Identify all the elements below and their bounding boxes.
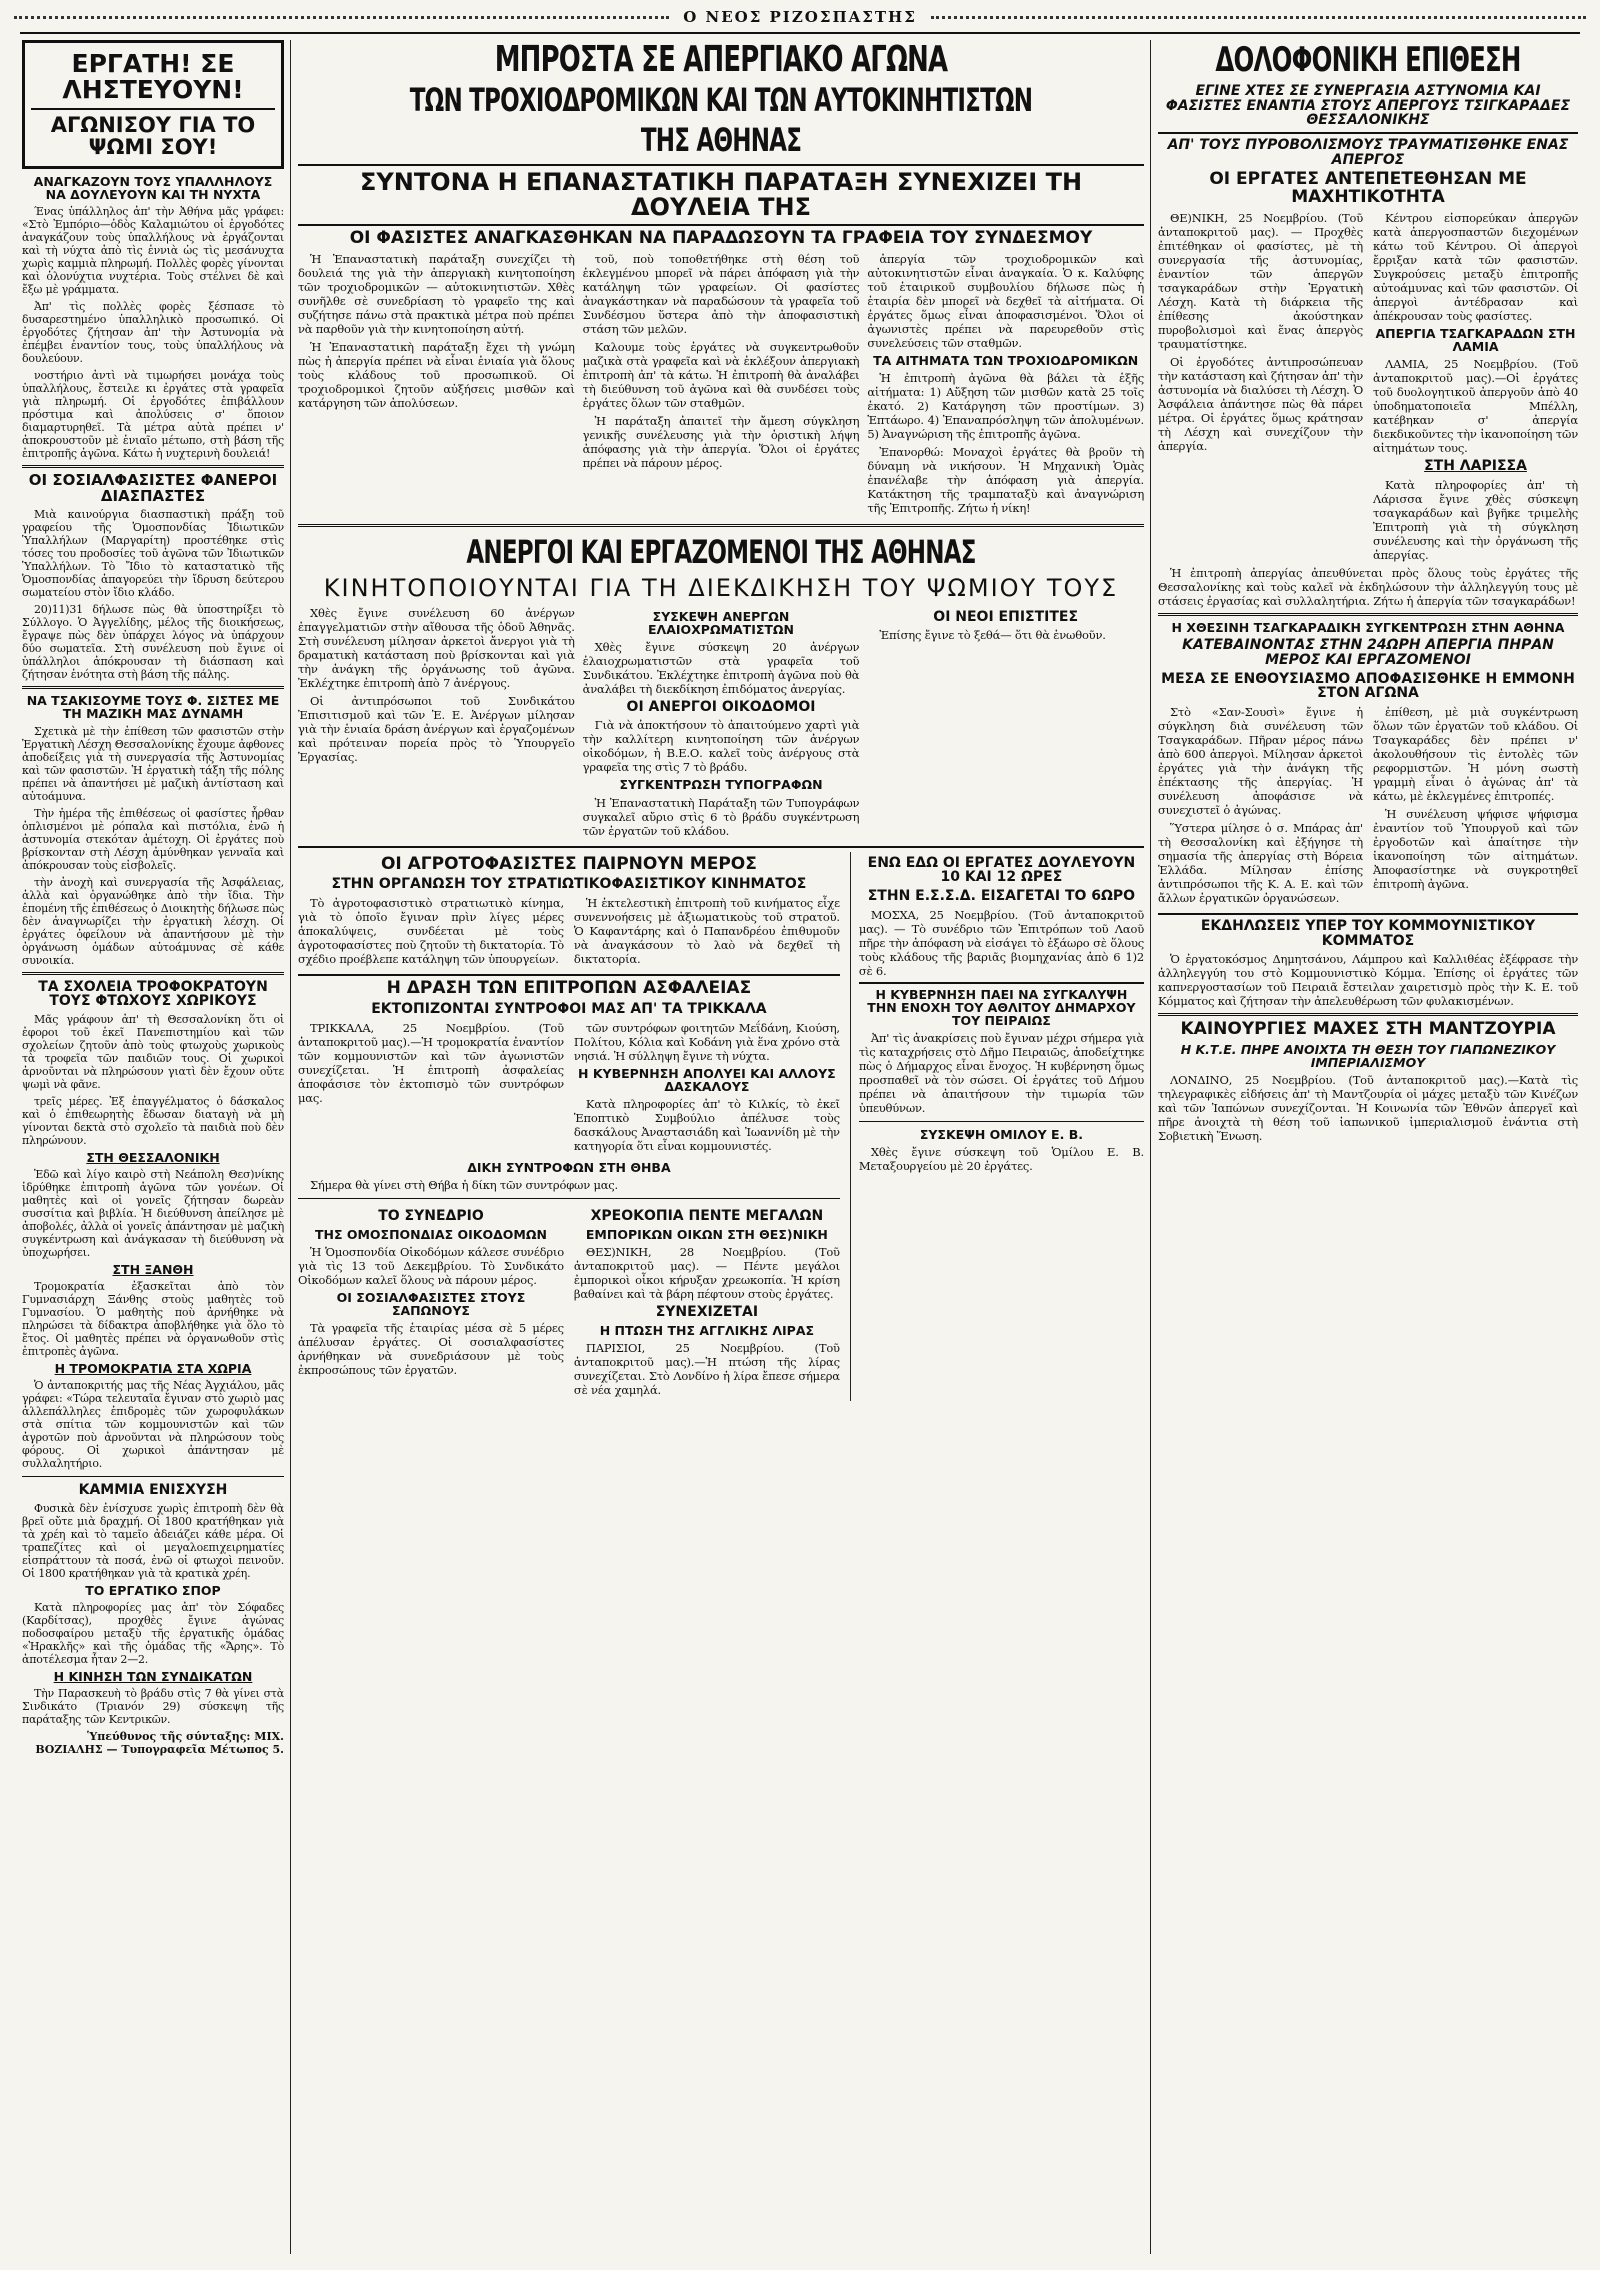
column-left [22, 40, 284, 2254]
article-text: Κέντρου εἰσπορεύκαν ἀπεργῶν κατὰ ἀπεργοσπαστῶν διεχομένων κάτω τοῦ Κέντρου. Οἱ ἀπεργοὶ ἔρριξαν κατὰ τῶν φασιστῶν. Συγκρούσεις μεταξὺ ἐπιτροπῆς αὐτοάμυνας καὶ τῶν φασιστῶν. Οἱ ἀπεργοὶ ἀντέδρασαν καὶ ἀπέκρουσαν τοὺς φασίστες. [1373, 211, 1578, 324]
divider [298, 224, 1144, 226]
article-headline: ΕΚΔΗΛΩΣΕΙΣ ΥΠΕΡ ΤΟΥ ΚΟΜΜΟΥΝΙΣΤΙΚΟΥ ΚΟΜΜΑΤΟΣ [1200, 917, 1536, 949]
article-headline: ΕΝΩ ΕΔΩ ΟΙ ΕΡΓΑΤΕΣ ΔΟΥΛΕΥΟΥΝ 10 ΚΑΙ 12 ΩΡΕΣ [867, 854, 1136, 886]
divider [859, 1121, 1144, 1122]
article-text: Κατὰ πληροφορίες μας ἀπ' τὸν Σόφαδες (Καρδίτσας), προχθὲς ἔγινε ἀγώνας ποδοσφαίρου μεταξὺ τῆς ἐργατικῆς ὁμάδας «Ἠρακλῆς» καὶ τῆς ὁμάδας τῆς «Ἄρης». Τὸ ἀποτέλεσμα ἦταν 2—2. [22, 1601, 284, 1667]
divider [298, 1198, 840, 1199]
article-text: ἐπίθεση, μὲ μιὰ συγκέντρωση ὅλων τῶν ἐργατῶν τοῦ κλάδου. Οἱ Τσαγκαράδες δὲν πρέπει ν' ἀκολουθήσουν τὶς ἐντολὲς τῶν ρεφορμιστῶν. Ἡ μόνη σωστὴ γραμμὴ εἶναι ὁ ἀγώνας ἀπ' τὰ κάτω, μὲ ἐκλεγμένες ἐπιτροπές. [1373, 704, 1578, 803]
article-text: Ὕστερα μίλησε ὁ σ. Μπάρας ἀπ' τὴ Θεσσαλονίκη καὶ ἐξήγησε τὴ σημασία τῆς ἀπεργίας στὴ Βόρεια Ἑλλάδα. Μίλησαν ἐπίσης ἀντιπρόσωποι τῆς Κ. Α. Ε. καὶ τῶν ἄλλων ἐργατικῶν ὀργανώσεων. [1158, 820, 1363, 905]
section-subhead: ΟΙ ΝΕΟΙ ΕΠΙΣΤΙΤΕΣ [933, 608, 1079, 625]
article-text: Καλουμε τοὺς ἐργάτες νὰ συγκεντρωθοῦν μαζικὰ στὰ γραφεῖα καὶ νὰ ἐκλέξουν ἀπεργιακὴ ἐπιτροπὴ ἀπ' τὰ κάτω. Ἡ ἐπιτροπὴ θὰ ἀναλάβει τὴ διεύθυνση τοῦ ἀγῶνα καὶ θὰ συνδέσει τοὺς ἐργάτες ὅλων τῶν σταθμῶν. [582, 340, 860, 411]
attack-article [1158, 211, 1578, 566]
article-headline: ΧΡΕΟΚΟΠΙΑ ΠΕΝΤΕ ΜΕΓΑΛΩΝ [590, 1208, 824, 1225]
article-headline: ΤΗΣ ΟΜΟΣΠΟΝΔΙΑΣ ΟΙΚΟΔΟΜΩΝ [314, 1226, 547, 1242]
section-subhead: ΣΤΗ ΛΑΡΙΣΣΑ [1424, 458, 1527, 475]
divider [22, 1476, 284, 1477]
article-text: Ὁ ἀνταποκριτής μας τῆς Νέας Ἀγχιάλου, μᾶς γράφει: «Τώρα τελευταῖα ἔγιναν στὸ χωριὸ μας ἀλλεπάλληλες ἐπιδρομὲς τῶν χωροφυλάκων στὰ σπίτια τῶν κομμουνιστῶν καὶ τῶν ἀγροτῶν ποὺ ἀρνοῦνται νὰ πληρώσουν τοὺς φόρους. Οἱ χωρικοὶ ἀπάντησαν μὲ συλλαλητήριο. [22, 1379, 284, 1471]
article-text: Ἐπίσης ἔγινε τὸ ξεθά— ὅτι θὰ ἑνωθοῦν. [879, 628, 1106, 643]
banner-headline: ΤΩΝ ΤΡΟΧΙΟΔΡΟΜΙΚΩΝ ΚΑΙ ΤΩΝ ΑΥΤΟΚΙΝΗΤΙΣΤΩΝ ΤΗΣ ΑΘΗΝΑΣ [409, 81, 1033, 159]
article-text: Γιὰ νὰ ἀποκτήσουν τὸ ἀπαιτούμενο χαρτὶ γιὰ τὴν καλλίτερη κινητοποίηση τῶν ἀνέργων οἰκοδόμων, ἡ Β.Ε.Ο. καλεῖ τοὺς ἀνέργους στὰ γραφεῖα της στὶς 7 τὸ βράδυ. [582, 718, 860, 775]
section-subhead: ΑΠΕΡΓΙΑ ΤΣΑΓΚΑΡΑΔΩΝ ΣΤΗ ΛΑΜΙΑ [1375, 326, 1576, 355]
banner-headline: ΔΟΛΟΦΟΝΙΚΗ ΕΠΙΘΕΣΗ [1215, 40, 1521, 80]
article-text: Ἡ ἐκτελεστικὴ ἐπιτροπὴ τοῦ κινήματος εἶχε συνεννοήσεις μὲ ἀξιωματικοὺς τοῦ στρατοῦ. Ὁ Καφαντάρης καὶ ὁ Παπανδρέου ἐπιθυμοῦν νὰ ἀναγκάσουν τὸ λαὸ νὰ δεχθεῖ τὴ δικτατορία. [573, 896, 840, 967]
article-text: Ἡ Ὁμοσπονδία Οἰκοδόμων κάλεσε συνέδριο γιὰ τὶς 13 τοῦ Δεκεμβρίου. Τὸ Συνδικάτο Οἰκοδόμων καλεῖ ὅλους νὰ πάρουν μέρος. [298, 1244, 564, 1287]
article-headline: ΑΝΑΓΚΑΖΟΥΝ ΤΟΥΣ ΥΠΑΛΛΗΛΟΥΣ ΝΑ ΔΟΥΛΕΥΟΥΝ ΚΑΙ ΤΗ ΝΥΧΤΑ [33, 173, 273, 202]
divider [22, 465, 284, 468]
divider [1158, 913, 1578, 915]
section-subhead: Η ΚΙΝΗΣΗ ΤΩΝ ΣΥΝΔΙΚΑΤΩΝ [53, 1669, 253, 1685]
article-text: Ένας ὑπάλληλος ἀπ' τὴν Ἀθήνα μᾶς γράφει: «Στὸ Ἐμπόριο—ὁδὸς Καλαμιώτου οἱ ἐργοδότες ἀναγκάζουν τοὺς ὑπαλλήλους νὰ ἐργάζονται καὶ τὴ νύχτα ἀπὸ τὶς ἐννιὰ ὡς τὶς μεσάνυχτα χωρὶς καμμιὰ πληρωμή. Πολλὲς φορὲς γίνονται καὶ ὁλονύχτια νυχτέρια. Τοὺς στέλνει δὲ καὶ ἔξω μὲ γράμματα. [22, 204, 284, 296]
column-right [1158, 40, 1578, 2254]
article-headline: ΕΜΠΟΡΙΚΩΝ ΟΙΚΩΝ ΣΤΗ ΘΕΣ)ΝΙΚΗ [585, 1226, 828, 1242]
agro-article [298, 896, 840, 970]
article-text: Μιὰ καινούργια διασπαστικὴ πράξη τοῦ γραφείου τῆς Ὁμοσπονδίας Ἰδιωτικῶν Ὑπαλλήλων (Μαργαρίτη) προστέθηκε στὶς τόσες του προδοσίες τοῦ ἀγῶνα τῶν Ἰδιωτικῶν Ὑπαλλήλων. Τὸ Ἴδιο τὸ καταστατικὸ τῆς Ὁμοσπονδίας ἀπαγορεύει τὴν ἴδρυση δεύτερου σωματείου στὸν ἴδιο κλάδο. [22, 508, 284, 600]
article-headline: Η Κ.Τ.Ε. ΠΗΡΕ ΑΝΟΙΧΤΑ ΤΗ ΘΕΣΗ ΤΟΥ ΓΙΑΠΩΝΕΖΙΚΟΥ ΙΜΠΕΡΙΑΛΙΣΜΟΥ [1180, 1042, 1556, 1071]
section-subhead: ΣΥΣΚΕΨΗ ΑΝΕΡΓΩΝ ΕΛΑΙΟΧΡΩΜΑΤΙΣΤΩΝ [647, 608, 795, 637]
divider [1158, 1013, 1578, 1016]
divider [859, 982, 1144, 984]
section-subhead: Η ΚΥΒΕΡΝΗΣΗ ΑΠΟΛΥΕΙ ΚΑΙ ΑΛΛΟΥΣ ΔΑΣΚΑΛΟΥΣ [578, 1065, 836, 1094]
lead-article-body [298, 252, 1144, 519]
article-text: τῶν συντρόφων φοιτητῶν Μεΐδάνη, Κιούση, Πολίτου, Κόλια καὶ Κοδάνη γιὰ ἕνα χρόνο στὰ νησιά. Ἡ σύλληψη ἔγινε τὴ νύχτα. [573, 1020, 840, 1063]
article-headline: ΚΑΜΜΙΑ ΕΝΙΣΧΥΣΗ [78, 1482, 228, 1499]
section-subhead: ΔΙΚΗ ΣΥΝΤΡΟΦΩΝ ΣΤΗ ΘΗΒΑ [467, 1159, 671, 1175]
article-text: 20)11)31 δήλωσε πὼς θὰ ὑποστηρίξει τὸ Σύλλογο. Ὁ Ἀγγελίδης, μέλος τῆς διοικήσεως, ἔγραψε πὼς δὲν ὑπάρχει λόγος νὰ ὑπάρχουν δύο σωματεῖα. Στὴ συνέλευση ποὺ ἔγινε οἱ ὑπάλληλοι ἀπόκρουσαν τὴ διάσπαση καὶ ζήτησαν ἑνότητα στὴ βάση τῆς πάλης. [22, 603, 284, 682]
section-subhead: ΣΥΓΚΕΝΤΡΩΣΗ ΤΥΠΟΓΡΑΦΩΝ [619, 777, 823, 793]
column-rule [290, 40, 291, 2254]
article-text: Χθὲς ἔγινε συνέλευση 60 ἀνέργων ἐπαγγελματιῶν στὴν αἴθουσα τῆς ὁδοῦ Ἀθηνᾶς. Στὴ συνέλευση μίλησαν ἀρκετοὶ ἄνεργοι γιὰ τὴ δραματικὴ κατάσταση ποὺ βρίσκονται καὶ γιὰ τὴν ἀνάγκη τῆς ὀργάνωσης τοῦ ἀγῶνα. Ἐκλέχτηκε ἐπιτροπὴ ἀπὸ 7 ἀνέργους. [298, 605, 575, 690]
article-headline: ΝΑ ΤΣΑΚΙΣΟΥΜΕ ΤΟΥΣ Φ. ΣΙΣΤΕΣ ΜΕ ΤΗ ΜΑΖΙΚΗ ΜΑΣ ΔΥΝΑΜΗ [26, 693, 280, 722]
article-text: ΘΕ)ΝΙΚΗ, 25 Νοεμβρίου. (Τοῦ ἀνταποκριτοῦ μας). — Προχθὲς ἐπιτέθηκαν οἱ φασίστες, μὲ τὴ συνεργασία τῆς ἀστυνομίας, ἐναντίον τῶν ἀπεργῶν τσαγκαράδων στὴν Ἐργατικὴ Λέσχη. Κατὰ τὴ διάρκεια τῆς ἐπίθεσης ἀκούστηκαν πυροβολισμοὶ καὶ ἕνας ἀπεργὸς τραυματίστηκε. [1158, 211, 1363, 352]
article-headline: ΟΙ ΣΟΣΙΑΛΦΑΣΙΣΤΕΣ ΦΑΝΕΡΟΙ ΔΙΑΣΠΑΣΤΕΣ [28, 470, 278, 505]
divider [1158, 613, 1578, 616]
article-text: Ἀπ' τὶς πολλὲς φορὲς ξέσπασε τὸ δυσαρεστημένο ὑπαλληλικὸ προσωπικό. Οἱ ἐργοδότες ζήτησαν ἀπ' τὴν Ἀστυνομία νὰ ἐπέμβει ἐναντίον τους, τοὺς ὑπαλλήλους νὰ δουλεύουν. [22, 299, 284, 365]
lead-banner-box [22, 40, 284, 169]
banner-headline: ΕΡΓΑΤΗ! ΣΕ ΛΗΣΤΕΥΟΥΝ! [62, 49, 244, 105]
divider [298, 164, 1144, 166]
editor-credit: Ὑπεύθυνος τῆς σύνταξης: ΜΙΧ. ΒΟΖΙΑΛΗΣ — Τυπογραφεῖα Μέτωπος 5. [35, 1730, 284, 1757]
section-subhead: ΣΤΗ ΘΕΣΣΑΛΟΝΙΚΗ [86, 1149, 220, 1165]
unemployed-article [298, 606, 1144, 842]
deck-headline: ΚΙΝΗΤΟΠΟΙΟΥΝΤΑΙ ΓΙΑ ΤΗ ΔΙΕΚΔΙΚΗΣΗ ΤΟΥ ΨΩΜΙΟΥ ΤΟΥΣ [323, 574, 1119, 603]
article-headline: Η ΔΡΑΣΗ ΤΩΝ ΕΠΙΤΡΟΠΩΝ ΑΣΦΑΛΕΙΑΣ [386, 978, 752, 999]
section-subhead: ΤΟ ΕΡΓΑΤΙΚΟ ΣΠΟΡ [85, 1583, 221, 1599]
article-text: Ἡ συνέλευση ψήφισε ψήφισμα ἐναντίον τοῦ Ὑπουργοῦ καὶ τῶν ἐργοδοτῶν καὶ ἀπαίτησε τὴν ἱκανοποίηση τῶν αἰτημάτων. Ἀποφασίστηκε νὰ συγκροτηθεῖ ἐπιτροπὴ ἀγῶνα. [1373, 806, 1578, 891]
banner-headline: ΜΠΡΟΣΤΑ ΣΕ ΑΠΕΡΓΙΑΚΟ ΑΓΩΝΑ [494, 40, 948, 80]
article-text: Ἡ παράταξη ἀπαιτεῖ τὴν ἄμεση σύγκληση γενικῆς συνέλευσης γιὰ τὴν ὁριστικὴ λήψη ἀπόφασης γιὰ τὴν ἀπεργία. Ὅλοι οἱ ἐργάτες πρέπει νὰ πάρουν μέρος. [582, 414, 860, 471]
divider [31, 108, 275, 110]
article-headline: ΚΑΤΕΒΑΙΝΟΝΤΑΣ ΣΤΗΝ 24ΩΡΗ ΑΠΕΡΓΙΑ ΠΗΡΑΝ ΜΕΡΟΣ ΚΑΙ ΕΡΓΑΖΟΜΕΝΟΙ [1182, 637, 1554, 668]
article-text: Στὸ «Σαν-Σουσὶ» ἔγινε ἡ σύγκληση διὰ συνέλευση τῶν Τσαγκαράδων. Πῆραν μέρος πάνω ἀπὸ 600 ἀπεργοὶ. Μίλησαν ἀρκετοὶ ἐργάτες γιὰ τὴν ἀνάγκη τῆς ἐπέκτασης τῆς ἀπεργίας. Ἡ συνέλευση ἀποφάσισε νὰ συνεχιστεῖ ὁ ἀγώνας. [1158, 704, 1363, 817]
article-text: Τρομοκρατία ἐξασκεῖται ἀπὸ τὸν Γυμνασιάρχη Ξάνθης στοὺς μαθητὲς τοῦ Γυμνασίου. Ὁ μαθητὴς ποὺ ἀρνήθηκε νὰ πληρώσει τὰ δίδακτρα ἀποβλήθηκε γιὰ ὅλο τὸ ἔτος. Οἱ μαθητὲς πρέπει νὰ ὀργανωθοῦν στὶς ἐπιτροπὲς ἀγῶνα. [22, 1280, 284, 1359]
article-text: Τὸ ἀγροτοφασιστικὸ στρατιωτικὸ κίνημα, γιὰ τὸ ὁποῖο ἔγιναν πρὶν λίγες μέρες ἀποκαλύψεις, συνδέεται μὲ τοὺς ἀγροτοφασίστες ποὺ ζητοῦν τὴ δικτατορία. Τὸ σχέδιο προέβλεπε κατάληψη τῶν ὑπουργείων. [298, 896, 564, 967]
article-text: τρεῖς μέρες. Ἐξ ἐπαγγέλματος ὁ δάσκαλος καὶ ὁ ἐπιθεωρητὴς ἔδωσαν διαταγὴ νὰ μὴ γίνονται δεκτὰ στὸ σχολεῖο τὰ παιδιὰ ποὺ δὲν πληρώνουν. [22, 1094, 284, 1147]
article-headline: ΜΕΣΑ ΣΕ ΕΝΘΟΥΣΙΑΣΜΟ ΑΠΟΦΑΣΙΣΘΗΚΕ Η ΕΜΜΟΝΗ ΣΤΟΝ ΑΓΩΝΑ [1161, 670, 1575, 702]
article-text: Χθὲς ἔγινε σύσκεψη 20 ἀνέργων ἐλαιοχρωματιστῶν στὰ γραφεῖα τοῦ Συνδικάτου. Ἐκλέχτηκε ἐπιτροπὴ ἀγῶνα ποὺ θὰ ἀναλάβει τὴ διεκδίκηση ἐπιδόματος ἀνεργίας. [582, 639, 860, 696]
article-text: Τὴν ἡμέρα τῆς ἐπιθέσεως οἱ φασίστες ἦρθαν ὁπλισμένοι μὲ ρόπαλα καὶ πιστόλια, ἐνῶ ἡ ἀστυνομία στεκόταν ἀμέτοχη. Οἱ ἐργάτες ποὺ βρίσκονταν στὴ Λέσχη ἀμύνθηκαν γενναῖα καὶ ἀπόκρουσαν τοὺς εἰσβολεῖς. [22, 806, 284, 872]
divider [298, 524, 1144, 527]
article-text: ΜΟΣΧΑ, 25 Νοεμβρίου. (Τοῦ ἀνταποκριτοῦ μας). — Τὸ συνέδριο τῶν Ἐπιτρόπων τοῦ Λαοῦ πῆρε τὴν ἀπόφαση νὰ εἰσάγει τὸ ἑξάωρο σὲ ὅλους τοὺς κλάδους τῆς βαριᾶς βιομηχανίας ἀπὸ 6 1)2 σὲ 6. [858, 907, 1144, 978]
article-headline: ΟΙ ΣΟΣΙΑΛΦΑΣΙΣΤΕΣ ΣΤΟΥΣ ΣΑΠΩΝΟΥΣ [336, 1289, 526, 1318]
divider [1158, 132, 1578, 134]
column-centre [298, 40, 1144, 2254]
article-text: ἀπεργία τῶν τροχιοδρομικῶν καὶ αὐτοκινητιστῶν εἶναι ἀναγκαία. Ὁ κ. Καλύφης τοῦ ἑταιρικοῦ συμβουλίου δήλωσε πὼς ἡ ἑταιρία δὲν μπορεῖ νὰ δεχθεῖ τὰ αἰτήματα. Οἱ ἐργάτες ὅμως εἶναι ἀποφασισμένοι. Ὅλοι οἱ ἀγωνιστὲς πρέπει νὰ παρευρεθοῦν στὶς συνελεύσεις τῶν σταθμῶν. [867, 252, 1144, 351]
banner-headline: ΑΝΕΡΓΟΙ ΚΑΙ ΕΡΓΑΖΟΜΕΝΟΙ ΤΗΣ ΑΘΗΝΑΣ [466, 533, 976, 572]
article-text: Τὴν Παρασκευὴ τὸ βράδυ στὶς 7 θὰ γίνει στὰ Σινδικάτο (Τριανόν 29) σύσκεψη τῆς παράταξης τῶν Κεντρικῶν. [22, 1687, 284, 1727]
article-text: Ἡ ἐπιτροπὴ ἀγῶνα θὰ βάλει τὰ ἑξῆς αἰτήματα: 1) Αὔξηση τῶν μισθῶν κατὰ 25 τοῖς ἑκατό. 2) Κατάργηση τῶν προστίμων. 3) Ἑπτάωρο. 4) Ἐπαναπρόσληψη τῶν ἀπολυμένων. 5) Ἀναγνώριση τῆς ἐπιτροπῆς ἀγῶνα. [867, 371, 1144, 442]
article-text: Ἀπ' τὶς ἀνακρίσεις ποὺ ἔγιναν μέχρι σήμερα γιὰ τὶς καταχρήσεις στὸ Δῆμο Πειραιῶς, ἀποδείχτηκε πὼς ὁ Δήμαρχος εἶναι ἔνοχος. Ἡ κυβέρνηση ὅμως προσπαθεῖ νὰ τὸν σώσει. Οἱ ἐργάτες τοῦ Δήμου πρέπει νὰ ἀπαιτήσουν τὴν τιμωρία τῶν ὑπευθύνων. [858, 1031, 1144, 1116]
deck-headline: ΟΙ ΦΑΣΙΣΤΕΣ ΑΝΑΓΚΑΣΘΗΚΑΝ ΝΑ ΠΑΡΑΔΩΣΟΥΝ ΤΑ ΓΡΑΦΕΙΑ ΤΟΥ ΣΥΝΔΕΣΜΟΥ [349, 228, 1093, 249]
article-text: Μᾶς γράφουν ἀπ' τὴ Θεσσαλονίκη ὅτι οἱ ἐφοροι τοῦ ἑκεῖ Πανεπιστημίου καὶ τῶν σχολείων ζητοῦν ἀπὸ τοὺς φτωχοὺς χωρικοὺς τὰ τροφεῖα τῶν παιδιῶν τους. Οἱ χωρικοὶ ἀρνοῦνται νὰ πληρώσουν γιατὶ δὲν ἔχουν οὔτε ψωμὶ νὰ φᾶνε. [22, 1012, 284, 1091]
article-text: Ἐδῶ καὶ λίγο καιρὸ στὴ Νεάπολη Θεσ)νίκης ἱδρύθηκε ἐπιτροπὴ ἀγῶνα τῶν γονέων. Οἱ μαθητὲς καὶ οἱ γονεῖς ζήτησαν δωρεὰν συσσίτια καὶ βιβλία. Ἡ διεύθυνση ἀπείλησε μὲ ἀποβολές, ἀλλὰ οἱ γονεῖς ἀπάντησαν μὲ μαζικὴ συγκέντρωση καὶ ἀνάγκασαν τὴ διεύθυνση νὰ ὑποχωρήσει. [22, 1168, 284, 1260]
article-headline: ΕΚΤΟΠΙΖΟΝΤΑΙ ΣΥΝΤΡΟΦΟΙ ΜΑΣ ΑΠ' ΤΑ ΤΡΙΚΚΑΛΑ [371, 1000, 767, 1017]
article-headline: ΟΙ ΑΓΡΟΤΟΦΑΣΙΣΤΕΣ ΠΑΙΡΝΟΥΝ ΜΕΡΟΣ [380, 853, 757, 874]
assembly-article [1158, 705, 1578, 909]
article-text: Ὁ ἐργατοκόσμος Δημητσάνου, Λάμπρου καὶ Καλλιθέας ἐξέφρασε τὴν ἀλληλεγγύη του στὸ Κομμουνιστικὸ Κόμμα. Ἐπίσης οἱ ἐργάτες τῶν καπνεργοστασίων τοῦ Πειραιᾶ ἔστειλαν χαιρετισμὸ πρὸς τὴν Κ. Ε. τοῦ Κόμματος καὶ ζήτησαν τὴν ἀπελευθέρωση τῶν φυλακισμένων. [1158, 952, 1578, 1009]
section-subhead: ΣΤΗ ΞΑΝΘΗ [112, 1262, 194, 1278]
article-headline: Η ΧΘΕΣΙΝΗ ΤΣΑΓΚΑΡΑΔΙΚΗ ΣΥΓΚΕΝΤΡΩΣΗ ΣΤΗΝ ΑΘΗΝΑ [1171, 620, 1565, 636]
deck-headline: ΣΥΝΤΟΝΑ Η ΕΠΑΝΑΣΤΑΤΙΚΗ ΠΑΡΑΤΑΞΗ ΣΥΝΕΧΙΖΕΙ ΤΗ ΔΟΥΛΕΙΑ ΤΗΣ [359, 168, 1083, 222]
article-text: Ἡ ἐπιτροπὴ ἀπεργίας ἀπευθύνεται πρὸς ὅλους τοὺς ἐργάτες τῆς Θεσσαλονίκης καὶ τοὺς καλεῖ νὰ ἐκδηλώσουν τὴν ἀλληλεγγύη τους μὲ στάσεις ἐργασίας καὶ συλλαλητήρια. Ζήτω ἡ ἀπεργία τῶν τσαγκαράδων! [1158, 566, 1578, 609]
article-text: Ἡ Ἐπαναστατικὴ παράταξη συνεχίζει τὴ δουλειά της γιὰ τὴν ἀπεργιακὴ κινητοποίηση τῶν τροχιοδρομικῶν — αὐτοκινητιστῶν. Χθὲς συνῆλθε σὲ συνεδρίαση τὸ γραφεῖο της καὶ συζήτησε πάνω στὰ πρακτικὰ μέτρα ποὺ πρέπει νὰ παρθοῦν γιὰ τὴν κινητοποίηση αὐτή. [298, 252, 575, 337]
article-headline: ΣΤΗΝ ΟΡΓΑΝΩΣΗ ΤΟΥ ΣΤΡΑΤΙΩΤΙΚΟΦΑΣΙΣΤΙΚΟΥ ΚΙΝΗΜΑΤΟΣ [331, 876, 807, 893]
article-headline: ΣΤΗΝ Ε.Σ.Σ.Δ. ΕΙΣΑΓΕΤΑΙ ΤΟ 6ΩΡΟ [867, 887, 1136, 904]
top-rule [20, 32, 1580, 34]
article-text: Χθὲς ἔγινε σύσκεψη τοῦ Ὁμίλου Ε. Β. Μεταξουργείου μὲ 20 ἐργάτες. [858, 1145, 1144, 1174]
article-text: Τὰ γραφεῖα τῆς ἑταιρίας μέσα σὲ 5 μέρες ἀπέλυσαν ἐργάτες. Οἱ σοσιαλφασίστες ἀρνήθηκαν νὰ συνεδριάσουν μὲ τοὺς ἐκπροσώπους τῶν ἐργατῶν. [298, 1321, 564, 1378]
banner-headline: ΑΓΩΝΙΣΟΥ ΓΙΑ ΤΟ ΨΩΜΙ ΣΟΥ! [50, 112, 256, 159]
article-text: ΛΟΝΔΙΝΟ, 25 Νοεμβρίου. (Τοῦ ἀνταποκριτοῦ μας).—Κατὰ τὶς τηλεγραφικὲς εἰδήσεις ἀπ' τὴ Μαντζουρία οἱ μάχες μεταξὺ τῶν Κινέζων καὶ τῶν Ἰαπώνων συνεχίζονται. Ἡ Κοινωνία τῶν Ἐθνῶν ἀπεργεῖ καὶ πῆρε ἀνοιχτὰ τὴ θέση τοῦ ἰαπωνικοῦ ἱμπεριαλισμοῦ ἐνάντια στὴ Σοβιετικὴ Ἕνωση. [1158, 1073, 1578, 1144]
divider [22, 686, 284, 689]
deck-headline: ΑΠ' ΤΟΥΣ ΠΥΡΟΒΟΛΙΣΜΟΥΣ ΤΡΑΥΜΑΤΙΣΘΗΚΕ ΕΝΑΣ ΑΠΕΡΓΟΣ [1167, 137, 1569, 168]
article-text: Οἱ ἐργοδότες ἀντιπροσώπευαν τὴν κατάσταση καὶ ζήτησαν ἀπ' τὴν ἀστυνομία νὰ διαλύσει τὴ Λέσχη. Ὁ Ἀσφάλεια ἀπάντησε πὼς θὰ πάρει μέτρα. Οἱ ἐργάτες ὅμως κράτησαν τὴ Λέσχη καὶ συνεχίζουν τὴν ἀπεργία. [1158, 355, 1363, 454]
article-text: Οἱ ἀντιπρόσωποι τοῦ Συνδικάτου Ἐπισιτισμοῦ καὶ τῶν Ἐ. Ε. Ἀνέργων μίλησαν γιὰ τὴν ἑνιαία δράση ἀνέργων καὶ ἐργαζομένων καὶ πρότειναν πορεία πρὸς τὸ Ὑπουργεῖο Ἐργασίας. [298, 693, 575, 764]
article-text: Ἡ Ἐπαναστατικὴ παράταξη ἔχει τὴ γνώμη πὼς ἡ ἀπεργία πρέπει νὰ εἶναι ἑνιαία γιὰ ὅλους τοὺς κλάδους τοῦ προσωπικοῦ. Οἱ τροχιοδρομικοὶ ζητοῦν αὐξήσεις μισθῶν καὶ κατάργηση τῶν ἀπολύσεων. [298, 340, 575, 411]
section-subhead: ΤΑ ΑΙΤΗΜΑΤΑ ΤΩΝ ΤΡΟΧΙΟΔΡΟΜΙΚΩΝ [873, 353, 1139, 369]
bottom-centre [298, 1205, 840, 1401]
lower-centre [298, 852, 1144, 1401]
article-headline: ΤΑ ΣΧΟΛΕΙΑ ΤΡΟΦΟΚΡΑΤΟΥΝ ΤΟΥΣ ΦΤΩΧΟΥΣ ΧΩΡΙΚΟΥΣ [38, 978, 268, 1010]
article-text: ΛΑΜΙΑ, 25 Νοεμβρίου. (Τοῦ ἀνταποκριτοῦ μας).—Οἱ ἐργάτες τοῦ δυολογητικοῦ ἀπεργοῦν ἀπὸ 40 ὑποδηματοποιεῖα Μπέλλη, κατέβηκαν σ' ἀπεργία διεκδικοῦντες τὴν ἱκανοποίηση τῶν αἰτημάτων τους. [1373, 357, 1578, 456]
article-text: Κατὰ πληροφορίες ἀπ' τὸ Κιλκίς, τὸ ἐκεῖ Ἐποπτικὸ Συμβούλιο ἀπέλυσε τοὺς δασκάλους Ἀναστασιάδη καὶ Ἰωαννίδη μὲ τὴν κατηγορία ὅτι εἶναι κομμουνιστές. [573, 1096, 840, 1153]
section-subhead: Η ΤΡΟΜΟΚΡΑΤΙΑ ΣΤΑ ΧΩΡΙΑ [54, 1361, 252, 1377]
divider [298, 846, 1144, 848]
article-headline: Η ΠΤΩΣΗ ΤΗΣ ΑΓΓΛΙΚΗΣ ΛΙΡΑΣ [599, 1322, 815, 1338]
deck-headline: ΟΙ ΕΡΓΑΤΕΣ ΑΝΤΕΠΕΤΕΘΗΣΑΝ ΜΕ ΜΑΧΗΤΙΚΟΤΗΤΑ [1209, 169, 1527, 208]
article-text: ΘΕΣ)ΝΙΚΗ, 28 Νοεμβρίου. (Τοῦ ἀνταποκριτοῦ μας). — Πέντε μεγάλοι ἐμπορικοὶ οἶκοι κήρυξαν χρεωκοπία. Ἡ κρίση βαθαίνει καὶ τὰ βάρη πέφτουν στοὺς ἐργάτες. [573, 1244, 840, 1301]
masthead-title: Ο ΝΕΟΣ ΡΙΖΟΣΠΑΣΤΗΣ [683, 8, 917, 26]
article-headline: ΣΥΣΚΕΨΗ ΟΜΙΛΟΥ Ε. Β. [919, 1127, 1083, 1143]
divider [298, 974, 840, 976]
divider [22, 972, 284, 975]
masthead [0, 6, 1600, 28]
article-text: νοστήριο ἀντὶ νὰ τιμωρήσει μονάχα τοὺς ὑπαλλήλους, ἔστειλε κι ἐργάτες στὰ γραφεῖα γιὰ πληρωμή. Οἱ ἐργοδότες ἐπιβάλλουν πρόστιμα καὶ ἀπολύσεις σ' ὅποιον διαμαρτυρηθεῖ. Τὰ μέτρα αὐτὰ πρέπει ν' ἀποκρουστοῦν μὲ ἑνιαῖο μέτωπο, στὴ βάση τῆς ἐπιτροπῆς ἀγῶνα. Κάτω ἡ νυχτερινὴ δουλειά! [22, 368, 284, 460]
article-text: ΤΡΙΚΚΑΛΑ, 25 Νοεμβρίου. (Τοῦ ἀνταποκριτοῦ μας).—Ἡ τρομοκρατία ἐναντίον τῶν κομμουνιστῶν καὶ τῶν ἀγωνιστῶν συνεχίζεται. Ἡ ἐπιτροπὴ ἀσφαλείας ἀποφάσισε τὸν ἐκτοπισμὸ τῶν συντρόφων μας. [298, 1020, 564, 1105]
article-headline: ΣΥΝΕΧΙΖΕΤΑΙ [655, 1303, 759, 1320]
article-text: Ἐπανορθώ: Μοναχοὶ ἐργάτες θὰ βροῦν τὴ δύναμη νὰ νικήσουν. Ἡ Μηχανικὴ Ὁμὰς ἐπανέλαβε τὴν ἀπόφαση γιὰ ἀπεργία. Κατάκτηση τῆς τραμπαταξὺ καὶ ἀναγνώριση τῆς Ἐπιτροπῆς. Ζήτω ἡ νίκη! [867, 445, 1144, 516]
article-text: ΠΑΡΙΣΙΟΙ, 25 Νοεμβρίου. (Τοῦ ἀνταποκριτοῦ μας).—Ἡ πτώση τῆς λίρας συνεχίζεται. Στὸ Λονδίνο ἡ λίρα ἔπεσε σήμερα σὲ νέα χαμηλά. [573, 1340, 840, 1397]
column-rule [1150, 40, 1151, 2254]
section-subhead: ΟΙ ΑΝΕΡΓΟΙ ΟΙΚΟΔΟΜΟΙ [626, 698, 816, 715]
security-article [298, 1021, 840, 1157]
article-text: Φυσικὰ δὲν ἐνίσχυσε χωρὶς ἐπιτροπὴ δὲν θὰ βρεῖ οὔτε μιὰ δραχμή. Οἱ 1800 κρατήθηκαν γιὰ τὰ χρέη καὶ τὸ ταμεῖο ἀδειάζει κάθε μέρα. Οἱ τραπεζίτες καὶ οἱ μεγαλοεπιχειρηματίες εἰσπράττουν τὰ ποσά, ἐνῶ οἱ φτωχοὶ πεινοῦν. Οἱ 1800 κρατήθηκαν γιὰ τὰ κρατικὰ χρέη. [22, 1502, 284, 1581]
article-text: Σχετικὰ μὲ τὴν ἐπίθεση τῶν φασιστῶν στὴν Ἐργατικὴ Λέσχη Θεσσαλονίκης ἔχουμε ἀφθονες ἀποδείξεις γιὰ τὴ συνεργασία τῆς Ἀστυνομίας καὶ τῶν φασιστῶν. Ἡ ἐργατικὴ τάξη τῆς πόλης πρέπει νὰ ἀπαντήσει μὲ μαζικὴ ἀντίσταση καὶ αὐτοάμυνα. [22, 724, 284, 803]
deck-headline: ΕΓΙΝΕ ΧΤΕΣ ΣΕ ΣΥΝΕΡΓΑΣΙΑ ΑΣΤΥΝΟΜΙΑ ΚΑΙ ΦΑΣΙΣΤΕΣ ΕΝΑΝΤΙΑ ΣΤΟΥΣ ΑΠΕΡΓΟΥΣ ΤΣΙΓΚΑΡΑΔΕΣ ΘΕΣΣΑΛΟΝΙΚΗΣ [1165, 83, 1571, 129]
article-headline: ΚΑΙΝΟΥΡΓΙΕΣ ΜΑΧΕΣ ΣΤΗ ΜΑΝΤΖΟΥΡΙΑ [1180, 1019, 1556, 1040]
article-headline: ΤΟ ΣΥΝΕΔΡΙΟ [378, 1208, 484, 1225]
article-text: τὴν ἀνοχὴ καὶ συνεργασία τῆς Ἀσφάλειας, ἀλλὰ καὶ ὀργανώθηκε ἀπὸ τὴν ἴδια. Τὴν ἐπομένη τῆς ἐπιθέσεως ὁ Διοικητὴς δήλωσε πὼς δὲν ἀναγνωρίζει τὴν ἐργατικὴ λέσχη. Οἱ ἐργάτες ὀφείλουν νὰ ἀπαντήσουν μὲ τὴν ὀργάνωση ὁμάδων αὐτοάμυνας σὲ κάθε συνοικία. [22, 875, 284, 967]
article-text: τοῦ, ποὺ τοποθετήθηκε στὴ θέση τοῦ ἐκλεγμένου μπορεῖ νὰ πάρει ἀπόφαση γιὰ τὴν κατάληψη τῶν γραφείων. Οἱ φασίστες ἀναγκάστηκαν νὰ παραδώσουν τὰ γραφεῖα τοῦ Συνδέσμου ὕστερα ἀπὸ τὴν ἀποφασιστικὴ στάση τῶν μελῶν. [582, 252, 860, 337]
article-text: Σήμερα θὰ γίνει στὴ Θήβα ἡ δίκη τῶν συντρόφων μας. [310, 1178, 619, 1193]
article-text: Κατὰ πληροφορίες ἀπ' τὴ Λάρισσα ἔγινε χθὲς σύσκεψη τσαγκαράδων καὶ βγῆκε τριμελὴς Ἐπιτροπὴ γιὰ τὴ σύγκληση συνέλευσης καὶ τὴν ὀργάνωση τῆς ἀπεργίας. [1373, 478, 1578, 563]
article-headline: Η ΚΥΒΕΡΝΗΣΗ ΠΑΕΙ ΝΑ ΣΥΓΚΑΛΥΨΗ ΤΗΝ ΕΝΟΧΗ ΤΟΥ ΑΘΛΙΤΟΥ ΔΗΜΑΡΧΟΥ ΤΟΥ ΠΕΙΡΑΙΩΣ [867, 986, 1136, 1028]
article-text: Ἡ Ἐπαναστατικὴ Παράταξη τῶν Τυπογράφων συγκαλεῖ αὔριο στὶς 6 τὸ βράδυ συγκέντρωση τῶν ἐργατῶν τοῦ κλάδου. [582, 795, 860, 838]
